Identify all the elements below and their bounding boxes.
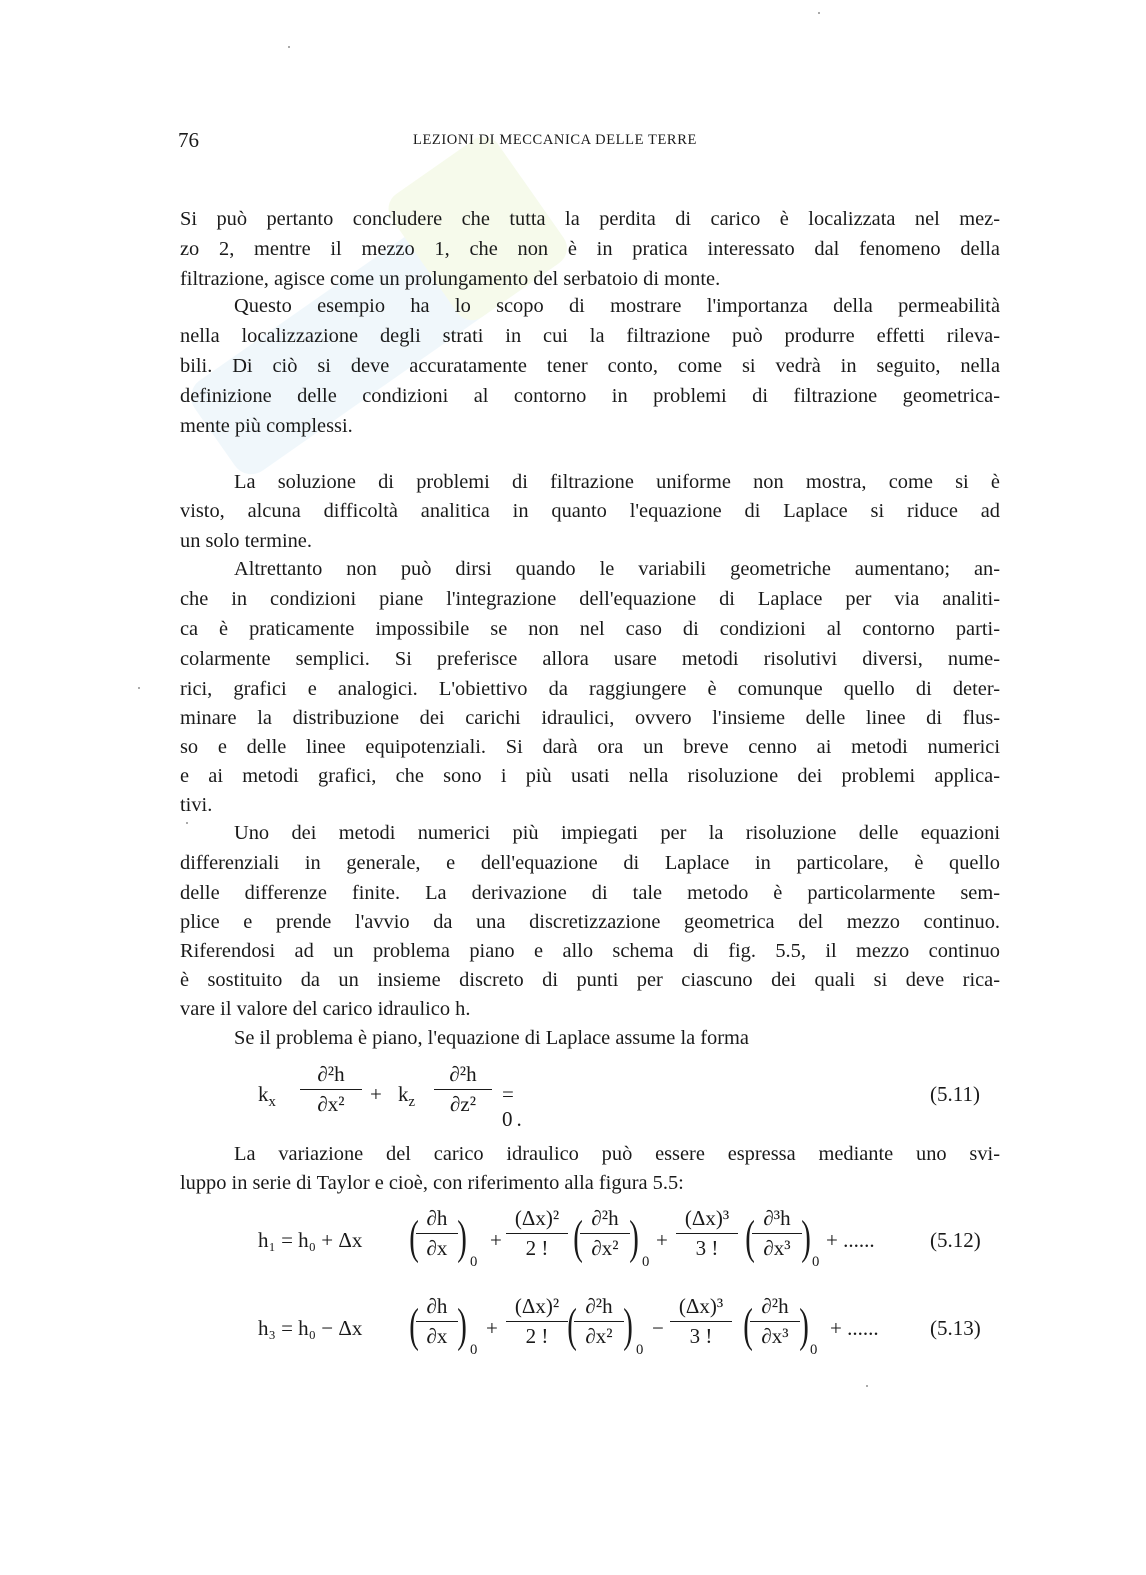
eq-sub-zero: 0 [470, 1254, 478, 1270]
equation-number: (5.13) [930, 1316, 981, 1340]
paragraph-line: è sostituito da un insieme discreto di punti per ciascuno dei quali si deve rica- [180, 969, 1000, 991]
eq-sub-zero: 0 [470, 1342, 478, 1358]
paragraph-line: ca è praticamente impossibile se non nel caso di condizioni al contorno parti- [180, 618, 1000, 640]
eq-minus: − [652, 1316, 664, 1340]
paragraph-line: e ai metodi grafici, che sono i più usati nella risoluzione dei problemi applica- [180, 765, 1000, 787]
left-paren: ( [745, 1211, 755, 1264]
eq-lhs: h₃ = h₀ − Δx [258, 1316, 363, 1340]
paragraph-line: visto, alcuna difficoltà analitica in quanto l'equazione di Laplace si riduce ad [180, 500, 1000, 522]
eq-fraction: $\frac{\text{(Δx)²}}{2 !}$ [506, 1294, 568, 1349]
right-paren: ) [457, 1211, 467, 1264]
eq-fraction: $\frac{\text{(Δx)³}}{3 !}$ [670, 1294, 732, 1349]
paragraph-line: tivi. [180, 794, 213, 816]
paragraph-line: Si può pertanto concludere che tutta la perdita di carico è localizzata nel mez- [180, 208, 1000, 230]
paragraph-line: Altrettanto non può dirsi quando le variabili geometriche aumentano; an- [234, 558, 1000, 580]
paragraph-line: rici, grafici e analogici. L'obiettivo da raggiungere è comunque quello di deter- [180, 678, 1000, 700]
eq-kx: k [258, 1082, 269, 1106]
eq-kz-sub: z [408, 1094, 416, 1111]
left-paren: ( [409, 1211, 419, 1264]
right-paren: ) [801, 1211, 811, 1264]
eq-plus: + [656, 1228, 668, 1252]
paragraph-line: che in condizioni piane l'integrazione dell'equazione di Laplace per via analiti- [180, 588, 1000, 610]
eq-sub-zero: 0 [812, 1254, 820, 1270]
paragraph-line: bili. Di ciò si deve accuratamente tener conto, come si vedrà in seguito, nella [180, 355, 1000, 377]
paragraph-line: colarmente semplici. Si preferisce allora usare metodi risolutivi diversi, nume- [180, 648, 1000, 670]
paragraph-line: zo 2, mentre il mezzo 1, che non è in pratica interessato dal fenomeno della [180, 238, 1000, 260]
eq-rhs: = 0. [502, 1082, 526, 1131]
paragraph-line: Uno dei metodi numerici più impiegati per la risoluzione delle equazioni [234, 822, 1000, 844]
paragraph-line: Se il problema è piano, l'equazione di Laplace assume la forma [234, 1027, 749, 1049]
paragraph-line: so e delle linee equipotenziali. Si darà ora un breve cenno ai metodi numerici [180, 736, 1000, 758]
right-paren: ) [629, 1211, 639, 1264]
eq-fraction: $\frac{\text{∂²h}}{\text{∂x³}}$ [750, 1294, 800, 1349]
scan-speck [818, 12, 820, 14]
paragraph-line: La variazione del carico idraulico può essere espressa mediante uno svi- [234, 1143, 1000, 1165]
left-paren: ( [409, 1299, 419, 1352]
paragraph-line: Riferendosi ad un problema piano e allo schema di fig. 5.5, il mezzo continuo [180, 940, 1000, 962]
eq-kx-sub: x [268, 1094, 276, 1111]
eq-fraction: $\frac{\text{∂³h}}{\text{∂x³}}$ [752, 1206, 802, 1261]
eq-plus: + [486, 1316, 498, 1340]
equation-number: (5.12) [930, 1228, 981, 1252]
eq-fraction: $\frac{\text{∂²h}}{\text{∂x²}}$ [580, 1206, 630, 1261]
eq-kz: k [398, 1082, 409, 1106]
eq-fraction: $\frac{\partial h}{\partial x}$ [416, 1294, 458, 1349]
scan-speck [866, 1385, 868, 1387]
running-title: LEZIONI DI MECCANICA DELLE TERRE [413, 132, 697, 148]
scan-speck [288, 46, 290, 48]
eq-fraction: $\frac{\text{(Δx)²}}{2 !}$ [506, 1206, 568, 1261]
eq-fraction: $\frac{\text{∂²h}}{\text{∂x²}}$ [300, 1062, 362, 1117]
right-paren: ) [799, 1299, 809, 1352]
right-paren: ) [623, 1299, 633, 1352]
paragraph-line: luppo in serie di Taylor e cioè, con riferimento alla figura 5.5: [180, 1172, 684, 1194]
eq-fraction: $\frac{\text{(Δx)³}}{3 !}$ [676, 1206, 738, 1261]
eq-lhs: h₁ = h₀ + Δx [258, 1228, 363, 1252]
eq-tail: + ...... [830, 1316, 879, 1340]
left-paren: ( [743, 1299, 753, 1352]
page-number: 76 [178, 128, 199, 152]
paragraph-line: definizione delle condizioni al contorno in problemi di filtrazione geometrica- [180, 385, 1000, 407]
paragraph-line: nella localizzazione degli strati in cui la filtrazione può produrre effetti rileva- [180, 325, 1000, 347]
equation-number: (5.11) [930, 1082, 980, 1106]
paragraph-line: minare la distribuzione dei carichi idraulici, ovvero l'insieme delle linee di flus- [180, 707, 1000, 729]
paragraph-line: filtrazione, agisce come un prolungamento del serbatoio di monte. [180, 268, 721, 290]
scan-speck [138, 687, 140, 689]
paragraph-line: vare il valore del carico idraulico h. [180, 998, 471, 1020]
eq-sub-zero: 0 [636, 1342, 644, 1358]
eq-sub-zero: 0 [642, 1254, 650, 1270]
eq-fraction: $\frac{\text{∂²h}}{\text{∂z²}}$ [434, 1062, 492, 1117]
paragraph-line: mente più complessi. [180, 415, 353, 437]
eq-tail: + ...... [826, 1228, 875, 1252]
right-paren: ) [457, 1299, 467, 1352]
paragraph-line: delle differenze finite. La derivazione di tale metodo è particolarmente sem- [180, 882, 1000, 904]
eq-sub-zero: 0 [810, 1342, 818, 1358]
page-header [178, 128, 1000, 158]
paragraph-line: un solo termine. [180, 530, 312, 552]
eq-fraction: $\frac{\partial h}{\partial x}$ [416, 1206, 458, 1261]
paragraph-line: differenziali in generale, e dell'equazione di Laplace in particolare, è quello [180, 852, 1000, 874]
paragraph-line: plice e prende l'avvio da una discretizzazione geometrica del mezzo continuo. [180, 911, 1000, 933]
paragraph-line: Questo esempio ha lo scopo di mostrare l'importanza della permeabilità [234, 295, 1000, 317]
eq-plus: + [490, 1228, 502, 1252]
left-paren: ( [567, 1299, 577, 1352]
left-paren: ( [573, 1211, 583, 1264]
eq-plus: + [370, 1082, 382, 1106]
eq-fraction: $\frac{\text{∂²h}}{\text{∂x²}}$ [574, 1294, 624, 1349]
paragraph-line: La soluzione di problemi di filtrazione uniforme non mostra, come si è [234, 471, 1000, 493]
scan-speck [186, 822, 188, 824]
